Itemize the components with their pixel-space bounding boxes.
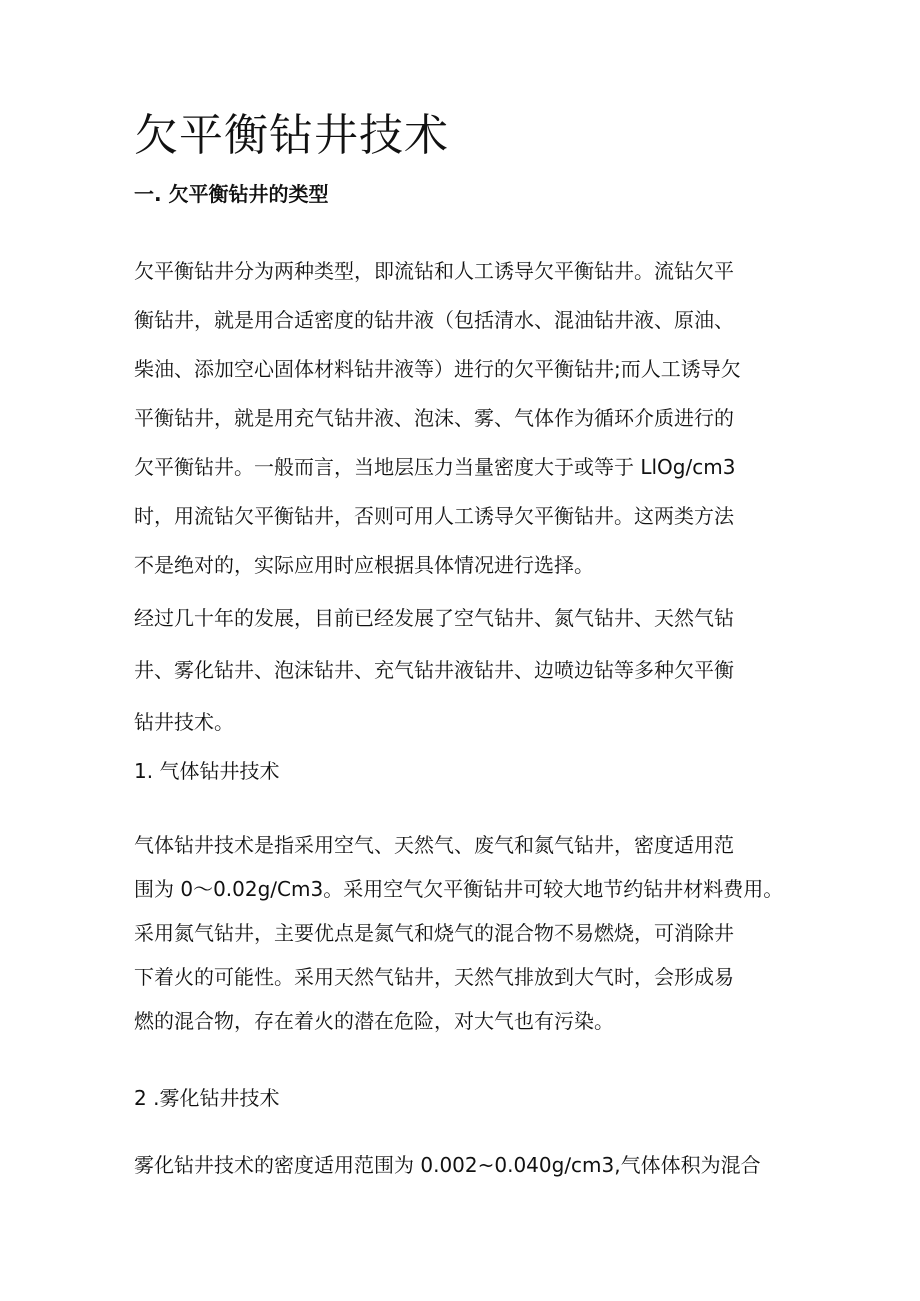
- document-title: 欠平衡钻井技术: [134, 110, 449, 161]
- paragraph-development: [134, 592, 794, 748]
- paragraph-line: 欠平衡钻井。一般而言，当地层压力当量密度大于或等于 LlOg/cm3: [134, 455, 736, 479]
- paragraph-gas-drilling: [134, 823, 794, 1043]
- paragraph-line: 经过几十年的发展，目前已经发展了空气钻井、氮气钻井、天然气钻: [134, 606, 734, 630]
- paragraph-line: 围为 0～0.02g∕Cm3。采用空气欠平衡钻井可较大地节约钻井材料费用。: [134, 877, 784, 901]
- paragraph-line: 气体钻井技术是指采用空气、天然气、废气和氮气钻井，密度适用范: [134, 833, 734, 857]
- paragraph-line: 钻井技术。: [134, 710, 234, 734]
- paragraph-line: 下着火的可能性。采用天然气钻井，天然气排放到大气时，会形成易: [134, 965, 734, 989]
- paragraph-line: 不是绝对的，实际应用时应根据具体情况进行选择。: [134, 553, 594, 577]
- paragraph-mist-drilling: [134, 1150, 794, 1180]
- paragraph-types-intro: [134, 247, 794, 590]
- paragraph-line: 欠平衡钻井分为两种类型，即流钻和人工诱导欠平衡钻井。流钻欠平: [134, 259, 734, 283]
- paragraph-line: 雾化钻井技术的密度适用范围为 0.002~0.040g∕cm3,气体体积为混合: [134, 1153, 761, 1177]
- subheading-gas-drilling: 1. 气体钻井技术: [134, 759, 280, 783]
- paragraph-line: 燃的混合物，存在着火的潜在危险，对大气也有污染。: [134, 1009, 614, 1033]
- paragraph-line: 井、雾化钻井、泡沫钻井、充气钻井液钻井、边喷边钻等多种欠平衡: [134, 658, 734, 682]
- paragraph-line: 衡钻井，就是用合适密度的钻井液（包括清水、混油钻井液、原油、: [134, 308, 734, 332]
- paragraph-line: 采用氮气钻井，主要优点是氮气和烧气的混合物不易燃烧，可消除井: [134, 921, 734, 945]
- subheading-mist-drilling: 2 .雾化钻井技术: [134, 1086, 280, 1110]
- paragraph-line: 时，用流钻欠平衡钻井，否则可用人工诱导欠平衡钻井。这两类方法: [134, 504, 734, 528]
- section-heading-types: 一. 欠平衡钻井的类型: [134, 182, 329, 206]
- paragraph-line: 柴油、添加空心固体材料钻井液等）进行的欠平衡钻井;而人工诱导欠: [134, 357, 741, 381]
- paragraph-line: 平衡钻井，就是用充气钻井液、泡沫、雾、气体作为循环介质进行的: [134, 406, 734, 430]
